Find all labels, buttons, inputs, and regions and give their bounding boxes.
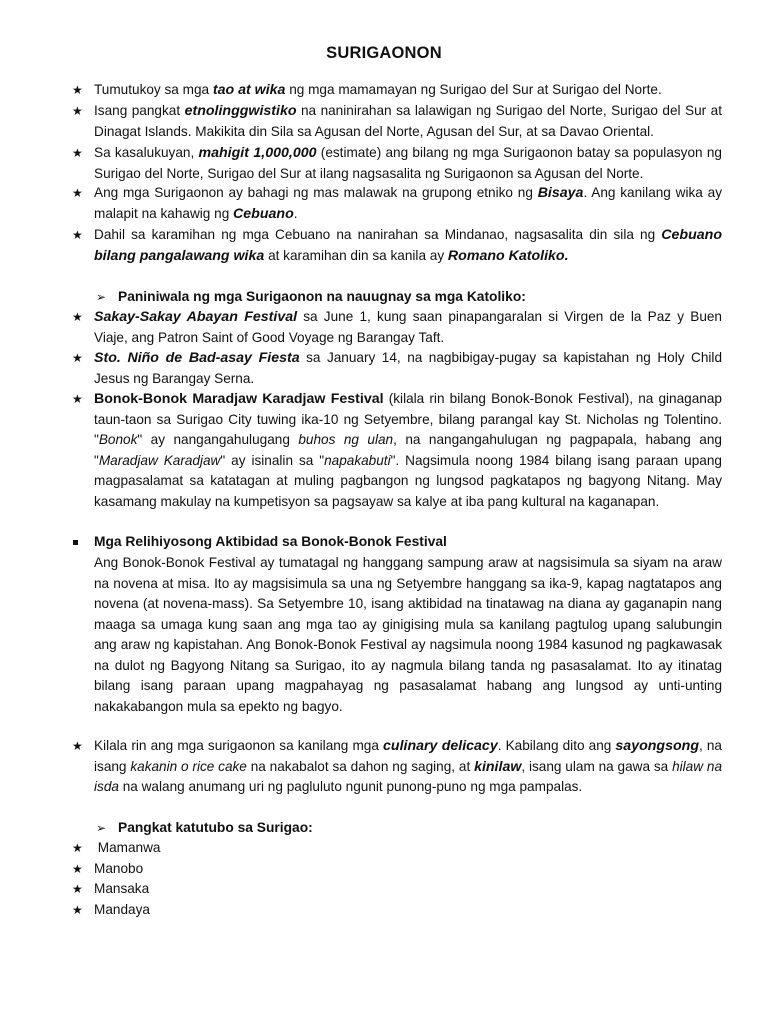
star-icon: ★ (72, 882, 83, 896)
list-item: ★ Mansaka (72, 879, 149, 900)
list-item: ★ Mandaya (72, 900, 150, 921)
section-heading-beliefs: ➢ Paniniwala ng mga Surigaonon na nauugnay sa mga Katoliko: (96, 287, 526, 307)
star-icon: ★ (72, 841, 83, 855)
page-title: SURIGAONON (326, 44, 442, 62)
star-icon: ★ (72, 186, 83, 200)
star-icon: ★ (72, 903, 83, 917)
square-icon (73, 540, 78, 545)
religious-body: Ang Bonok-Bonok Festival ay tumatagal ng hanggang sampung araw at nagsisimula sa siyam na araw na novena at misa. Ito ay magsisimula sa una ng Setyembre hanggang sa ika-9, kapag nagtatapos ang novena (at novena-mass). Sa Setyembre 10, isang aktibidad na tinatawag na diana ay gaganapin nang maaga sa umaga kung saan ang mga tao ay ginigising mula sa kanilang pagtulog upang salubungin ang araw ng kapistahan. Ang Bonok-Bonok Festival ay nagsimula noong 1984 kasunod ng pagkawasak na dulot ng Bagyong Nitang sa Surigao, ito ay nagmula bilang tanda ng pasasalamat. Ito ay itinatag bilang isang paraan upang magpahayag ng pasasalamat habang ang lungsod ay unti-unting nakakabangon mula sa epekto ng bagyo. (94, 555, 722, 714)
culinary-text: Kilala rin ang mga surigaonon sa kanilang mga culinary delicacy. Kabilang dito ang sayongsong, na isang kakanin o rice cake na nakabalot sa dahon ng saging, at kinilaw, isang ulam na gawa sa hilaw na isda na walang anumang uri ng pagluluto ngunit punong-puno ng mga pampalas. (94, 738, 723, 794)
intro-text: Ang mga Surigaonon ay bahagi ng mas malawak na grupong etniko ng Bisaya. Ang kanilang wika ay malapit na kahawig ng Cebuano. (94, 185, 723, 222)
arrow-icon: ➢ (96, 821, 107, 835)
festival-text: Bonok-Bonok Maradjaw Karadjaw Festival (kilala rin bilang Bonok-Bonok Festival), na ginaganap taun-taon sa Surigao City tuwing ika-10 ng Setyembre, bilang parangal kay St. Nicholas ng Tolentino. "Bonok" ay nangangahulugang buhos ng ulan, na nangangahulugan ng pagpapala, habang ang "Maradjaw Karadjaw" ay isinalin sa "napakabuti". Nagsimula noong 1984 bilang isang paraan upang magpasalamat sa katatagan at muling pagbangon ng lungsod pagkatapos ng bagyong Nitang. May kasamang makulay na kumpetisyon sa pagsayaw sa kalye at iba pang kultural na kaganapan. (94, 391, 722, 509)
intro-text: Isang pangkat etnolinggwistiko na naninirahan sa lalawigan ng Surigao del Norte, Surigao del Sur at Dinagat Islands. Makikita din Sila sa Agusan del Norte, Agusan del Sur, at sa Davao Oriental. (94, 103, 722, 139)
star-icon: ★ (72, 739, 83, 753)
intro-text: Sa kasalukuyan, mahigit 1,000,000 (estimate) ang bilang ng mga Surigaonon batay sa populasyon ng Surigao del Norte, Surigao del Sur at ilang nagsasalita ng Surigaonon sa Agusan del Norte. (94, 145, 722, 181)
intro-item (72, 183, 722, 224)
star-icon: ★ (72, 146, 83, 160)
festival-text: Sto. Niño de Bad-asay Fiesta sa January 14, na nagbibigay-pugay sa kapistahan ng Holy Child Jesus ng Barangay Serna. (94, 350, 723, 386)
list-item: ★ Mamanwa (72, 838, 160, 859)
star-icon: ★ (72, 351, 83, 365)
star-icon: ★ (72, 862, 83, 876)
festival-item-bonok (72, 389, 722, 512)
intro-item (72, 101, 722, 142)
festival-text: Sakay-Sakay Abayan Festival sa June 1, kung saan pinapangaralan si Virgen de la Paz y Buen Viaje, ang Patron Saint of Good Voyage ng Barangay Taft. (94, 309, 722, 345)
intro-text: Tumutukoy sa mga tao at wika ng mga mamamayan ng Surigao del Sur at Surigao del Norte. (94, 82, 662, 98)
list-item: ★ Manobo (72, 859, 143, 880)
star-icon: ★ (72, 83, 83, 97)
star-icon: ★ (72, 310, 83, 324)
star-icon: ★ (72, 392, 83, 406)
star-icon: ★ (72, 228, 83, 242)
arrow-icon: ➢ (96, 290, 107, 304)
festival-item (72, 307, 722, 348)
festival-item (72, 348, 722, 389)
section-heading-tribes: ➢ Pangkat katutubo sa Surigao: (96, 818, 313, 838)
intro-item (72, 225, 722, 266)
intro-item (72, 80, 722, 101)
intro-item (72, 143, 722, 184)
culinary-item (72, 736, 722, 798)
religious-heading: Mga Relihiyosong Aktibidad sa Bonok-Bonok Festival (94, 534, 447, 549)
intro-text: Dahil sa karamihan ng mga Cebuano na nanirahan sa Mindanao, nagsasalita din sila ng Cebuano bilang pangalawang wika at karamihan din sa kanila ay Romano Katoliko. (94, 227, 722, 264)
religious-heading-item (72, 532, 722, 553)
star-icon: ★ (72, 104, 83, 118)
